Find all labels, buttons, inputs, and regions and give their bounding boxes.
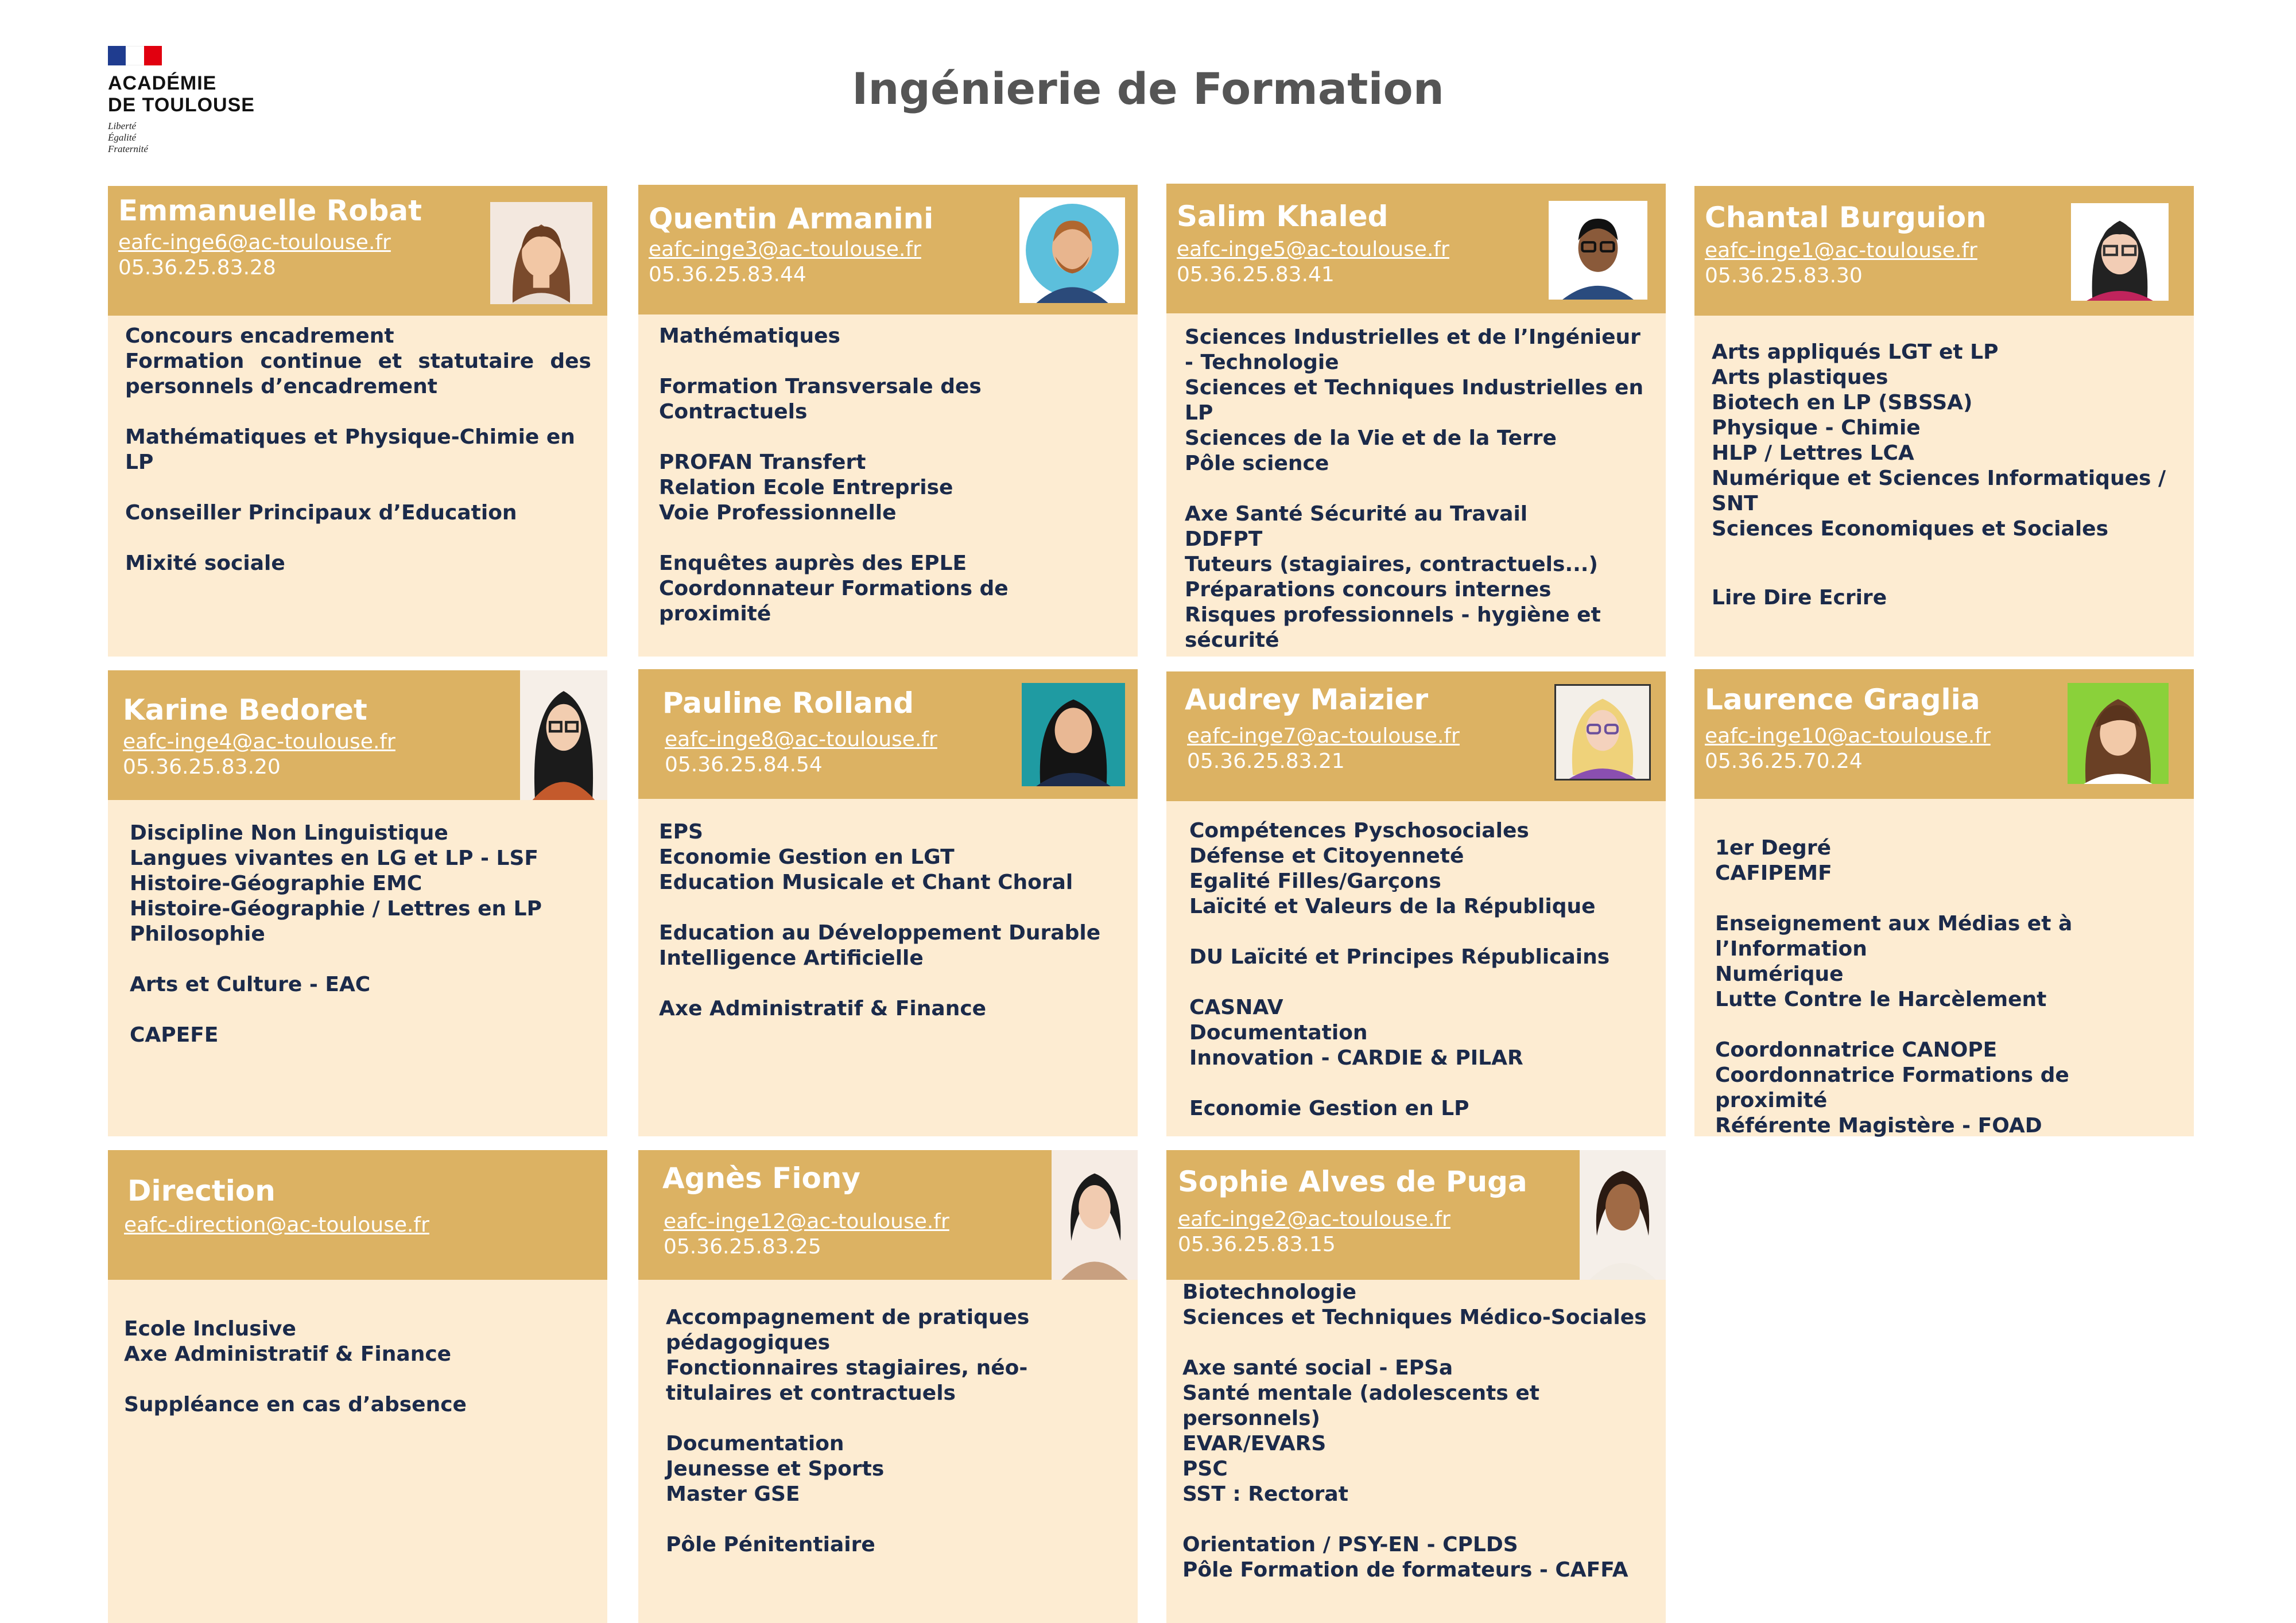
topic-item: Mathématiques et Physique-Chimie en LP: [125, 425, 575, 474]
topic-item: Intelligence Artificielle: [659, 946, 924, 970]
topic-item: [666, 1406, 1115, 1431]
phone-number: 05.36.25.83.28: [118, 256, 276, 279]
logo-line-2: DE TOULOUSE: [108, 94, 255, 116]
staff-card: [1694, 669, 2194, 1136]
topic-item: Biotechnologie: [1182, 1280, 1357, 1304]
topic-item: Formation continue et statutaire des personnels d’encadrement: [125, 350, 591, 398]
topic-item: Orientation / PSY-EN - CPLDS: [1182, 1533, 1518, 1556]
topic-item: Enquêtes auprès des EPLE: [659, 552, 967, 575]
staff-card: [108, 1150, 607, 1623]
logo-motto-1: Liberté: [108, 121, 137, 131]
staff-card: [1166, 1150, 1666, 1623]
topic-item: Arts plastiques: [1712, 366, 1888, 389]
topic-item: EPS: [659, 820, 703, 844]
avatar: [490, 202, 592, 304]
topic-item: Lire Dire Ecrire: [1712, 586, 1887, 609]
person-name: Karine Bedoret: [123, 693, 367, 727]
topic-item: Tuteurs (stagiaires, contractuels...): [1185, 553, 1598, 576]
staff-card: [1694, 186, 2194, 657]
topic-item: Pôle science: [1185, 452, 1329, 475]
staff-card: [638, 185, 1138, 657]
topic-item: 1er Degré: [1715, 836, 1831, 860]
topic-item: [124, 1367, 591, 1392]
topic-item: CAPEFE: [130, 1023, 219, 1047]
staff-card: [638, 669, 1138, 1136]
topic-item: Arts appliqués LGT et LP: [1712, 340, 1999, 364]
topic-item: Axe Administratif & Finance: [124, 1342, 452, 1366]
topic-item: Suppléance en cas d’absence: [124, 1393, 467, 1416]
topic-item: Relation Ecole Entreprise: [659, 476, 953, 499]
topic-item: Egalité Filles/Garçons: [1189, 869, 1441, 893]
staff-card: [1166, 184, 1666, 657]
topic-item: Physique - Chimie: [1712, 416, 1921, 440]
topic-item: Numérique: [1715, 962, 1844, 986]
topic-item: Economie Gestion en LGT: [659, 845, 955, 869]
topic-item: Coordonnatrice Formations de proximité: [1715, 1063, 2069, 1112]
topic-item: Langues vivantes en LG et LP - LSF: [130, 847, 538, 870]
topic-item: [130, 997, 591, 1023]
person-name: Quentin Armanini: [649, 202, 934, 235]
topic-item: Ecole Inclusive: [124, 1317, 296, 1341]
phone-number: 05.36.25.84.54: [665, 753, 823, 776]
card-header: [1694, 186, 2194, 316]
staff-card: [1166, 671, 1666, 1136]
phone-number: 05.36.25.83.25: [664, 1235, 821, 1259]
topic-item: Sciences Industrielles et de l’Ingénieur - Technologie: [1185, 325, 1640, 374]
topic-item: Défense et Citoyenneté: [1189, 844, 1464, 868]
topic-item: [1182, 1507, 1650, 1532]
email-link[interactable]: eafc-inge5@ac-toulouse.fr: [1177, 238, 1449, 261]
topic-item: Pôle Formation de formateurs - CAFFA: [1182, 1558, 1628, 1582]
topic-item: [659, 971, 1122, 996]
card-header: [108, 186, 607, 316]
avatar: [2068, 683, 2169, 784]
phone-number: 05.36.25.83.30: [1705, 264, 1863, 288]
avatar: [1554, 684, 1651, 781]
topic-item: HLP / Lettres LCA: [1712, 441, 1914, 465]
topic-item: Sciences de la Vie et de la Terre: [1185, 426, 1557, 450]
staff-card: [108, 186, 607, 657]
logo-line-1: ACADÉMIE: [108, 72, 217, 94]
topic-item: Axe santé social - EPSa: [1182, 1356, 1453, 1380]
topic-item: PSC: [1182, 1457, 1228, 1481]
card-header: [638, 185, 1138, 314]
marianne-flag-icon: [108, 46, 162, 65]
avatar: [2071, 203, 2169, 301]
topic-item: Mixité sociale: [125, 552, 285, 575]
topic-item: DDFPT: [1185, 527, 1263, 551]
topic-item: [130, 947, 591, 972]
topic-item: Sciences Economiques et Sociales: [1712, 517, 2108, 541]
topic-item: Conseiller Principaux d’Education: [125, 501, 517, 525]
topic-item: EVAR/EVARS: [1182, 1432, 1327, 1455]
card-header: [1166, 1150, 1666, 1280]
topic-item: Jeunesse et Sports: [666, 1457, 885, 1481]
topic-item: Fonctionnaires stagiaires, néo-titulaires et contractuels: [666, 1356, 1028, 1405]
topic-item: Santé mentale (adolescents et personnels): [1182, 1381, 1539, 1430]
avatar: [1052, 1150, 1138, 1280]
topic-item: Axe Administratif & Finance: [659, 997, 987, 1020]
topic-item: Coordonnatrice CANOPE: [1715, 1038, 1998, 1062]
topic-item: [125, 399, 591, 425]
topic-item: [1189, 919, 1650, 945]
topic-item: Arts et Culture - EAC: [130, 973, 371, 996]
logo-motto-3: Fraternité: [108, 143, 148, 154]
topic-item: PROFAN Transfert: [659, 451, 866, 474]
topic-item: Mathématiques: [659, 324, 840, 348]
topic-item: [125, 475, 591, 500]
topic-item: Histoire-Géographie / Lettres en LP: [130, 897, 542, 921]
topic-item: Education au Développement Durable: [659, 921, 1101, 945]
email-link[interactable]: eafc-inge3@ac-toulouse.fr: [649, 238, 921, 261]
avatar: [1022, 683, 1125, 786]
topic-item: Master GSE: [666, 1482, 800, 1506]
topic-item: [1185, 476, 1650, 502]
topic-item: Documentation: [666, 1432, 844, 1455]
topic-item: DU Laïcité et Principes Républicains: [1189, 945, 1610, 969]
phone-number: 05.36.25.83.41: [1177, 263, 1335, 286]
avatar: [1580, 1150, 1666, 1280]
avatar: [1549, 201, 1647, 300]
phone-number: 05.36.25.83.20: [123, 755, 281, 779]
topic-item: Compétences Pyschosociales: [1189, 819, 1529, 842]
topic-item: [659, 349, 1122, 374]
topic-item: Documentation: [1189, 1021, 1368, 1045]
topic-item: Philosophie: [130, 922, 265, 946]
topic-item: Discipline Non Linguistique: [130, 821, 448, 845]
topic-item: CASNAV: [1189, 996, 1283, 1019]
email-link[interactable]: eafc-inge8@ac-toulouse.fr: [665, 728, 937, 751]
topic-item: Histoire-Géographie EMC: [130, 872, 422, 895]
topic-item: [1189, 1071, 1650, 1096]
email-link[interactable]: eafc-inge12@ac-toulouse.fr: [664, 1210, 949, 1233]
card-header: [638, 1150, 1138, 1280]
card-header: [108, 1150, 607, 1280]
topic-item: Lutte Contre le Harcèlement: [1715, 988, 2047, 1011]
topic-item: SST : Rectorat: [1182, 1482, 1348, 1506]
topic-item: Enseignement aux Médias et à l’Information: [1715, 912, 2073, 961]
topic-item: Sciences et Techniques Médico-Sociales: [1182, 1306, 1647, 1329]
person-name: Chantal Burguion: [1705, 201, 1987, 234]
topic-item: Accompagnement de pratiques pédagogiques: [666, 1306, 1030, 1354]
topic-item: Education Musicale et Chant Choral: [659, 871, 1073, 894]
topic-item: Axe Santé Sécurité au Travail: [1185, 502, 1528, 526]
person-name: Audrey Maizier: [1185, 683, 1429, 716]
person-name: Pauline Rolland: [662, 686, 914, 720]
card-header: [638, 669, 1138, 799]
topic-item: Préparations concours internes: [1185, 578, 1552, 601]
topic-item: [659, 526, 1122, 551]
card-header: [1166, 184, 1666, 313]
topic-item: [1189, 970, 1650, 995]
email-link[interactable]: eafc-inge2@ac-toulouse.fr: [1178, 1207, 1450, 1231]
topic-item: Formation Transversale des Contractuels: [659, 375, 982, 424]
topic-item: CAFIPEMF: [1715, 861, 1832, 885]
topic-item: [666, 1507, 1115, 1532]
email-link[interactable]: eafc-inge6@ac-toulouse.fr: [118, 231, 391, 254]
topic-item: Voie Professionnelle: [659, 501, 897, 525]
topic-item: Concours encadrement: [125, 324, 394, 348]
topic-item: [1715, 1012, 2178, 1038]
topic-item: Coordonnateur Formations de proximité: [659, 577, 1009, 626]
staff-card: [108, 670, 607, 1136]
phone-number: 05.36.25.83.15: [1178, 1233, 1336, 1256]
person-name: Direction: [127, 1174, 276, 1207]
topic-item: Economie Gestion en LP: [1189, 1097, 1469, 1120]
card-header: [108, 670, 607, 800]
topic-item: Sciences et Techniques Industrielles en LP: [1185, 376, 1644, 425]
avatar: [1019, 197, 1125, 303]
logo-motto-2: Égalité: [108, 132, 137, 143]
email-link[interactable]: eafc-inge10@ac-toulouse.fr: [1705, 724, 1991, 748]
topic-item: Numérique et Sciences Informatiques / SNT: [1712, 467, 2166, 515]
phone-number: 05.36.25.83.21: [1187, 750, 1345, 773]
topic-item: [659, 425, 1122, 450]
topic-item: [659, 895, 1122, 921]
person-name: Sophie Alves de Puga: [1178, 1165, 1527, 1198]
card-header: [1166, 671, 1666, 801]
person-name: Emmanuelle Robat: [118, 194, 422, 227]
phone-number: 05.36.25.83.44: [649, 263, 806, 286]
email-link[interactable]: eafc-inge7@ac-toulouse.fr: [1187, 724, 1460, 748]
staff-card: [638, 1150, 1138, 1623]
person-name: Laurence Graglia: [1705, 683, 1980, 716]
topic-item: [1182, 1330, 1650, 1356]
topic-item: Référente Magistère - FOAD: [1715, 1114, 2042, 1137]
email-link[interactable]: eafc-direction@ac-toulouse.fr: [124, 1213, 429, 1237]
person-name: Agnès Fiony: [662, 1162, 860, 1195]
person-name: Salim Khaled: [1177, 200, 1389, 233]
card-header: [1694, 669, 2194, 799]
topic-item: Innovation - CARDIE & PILAR: [1189, 1046, 1523, 1070]
avatar: [520, 670, 607, 800]
email-link[interactable]: eafc-inge1@ac-toulouse.fr: [1705, 239, 1977, 262]
topic-item: Pôle Pénitentiaire: [666, 1533, 875, 1556]
topic-item: Risques professionnels - hygiène et sécurité: [1185, 603, 1601, 652]
topic-item: [125, 526, 591, 551]
topic-item: Laïcité et Valeurs de la République: [1189, 895, 1596, 918]
email-link[interactable]: eafc-inge4@ac-toulouse.fr: [123, 730, 395, 754]
topic-item: Biotech en LP (SBSSA): [1712, 391, 1973, 414]
topic-item: [1712, 542, 2178, 585]
phone-number: 05.36.25.70.24: [1705, 750, 1863, 773]
topic-item: [1715, 886, 2178, 911]
page-title: Ingénierie de Formation: [852, 63, 1444, 114]
